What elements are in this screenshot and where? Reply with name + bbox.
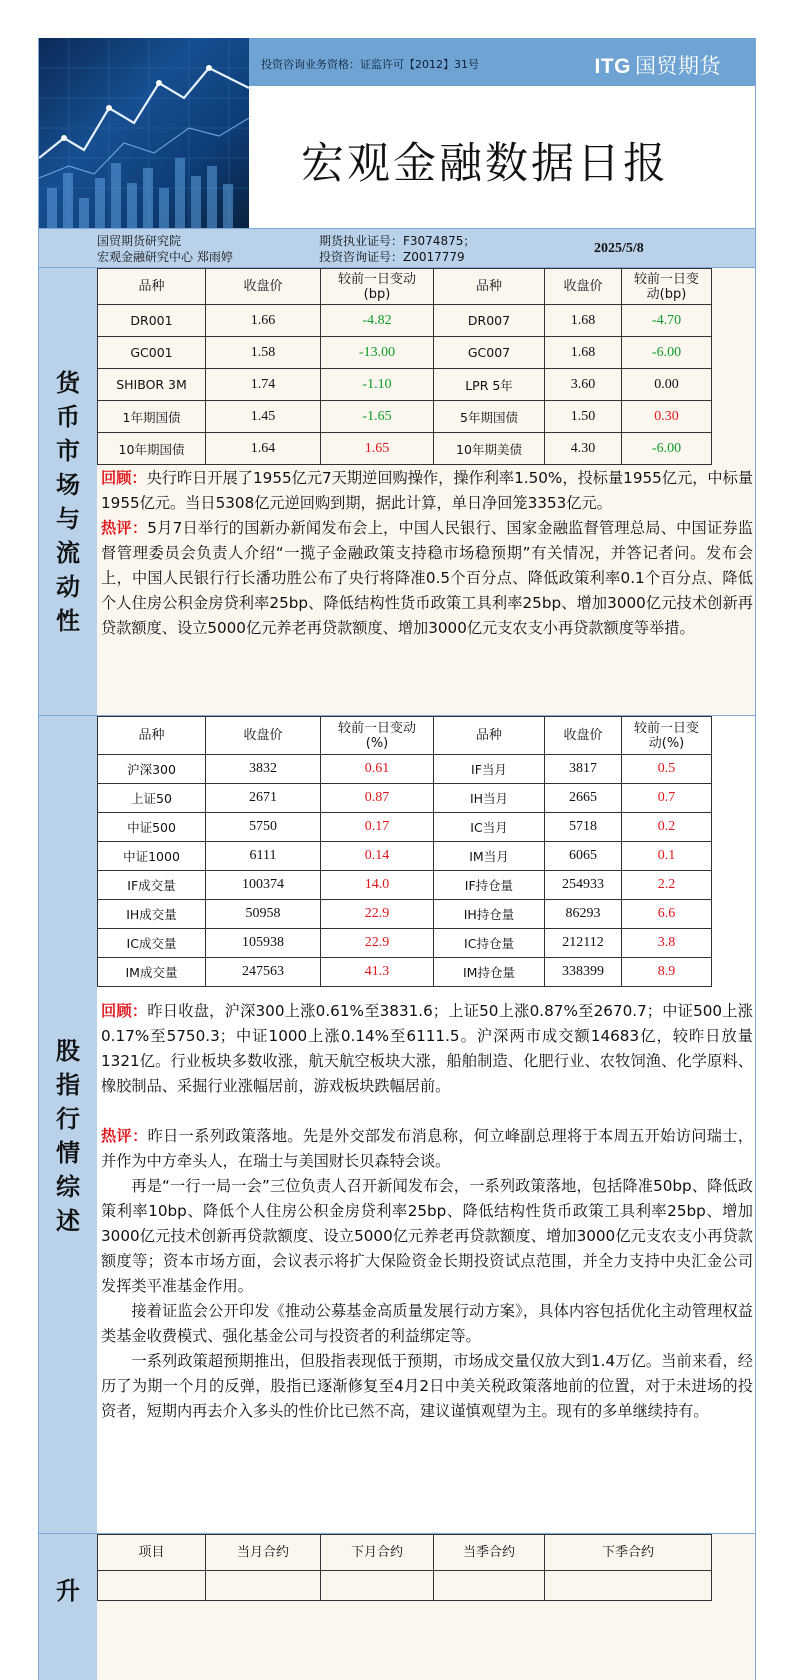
org-name: 国贸期货研究院 — [97, 234, 182, 248]
daily-change: -4.70 — [622, 305, 712, 337]
stock-para-4: 一系列政策超预期推出，但股指表现低于预期，市场成交量仅放大到1.4万亿。当前来看，经历了为期一个月的反弹，股指已逐渐修复至4月2日中美关税政策落地前的位置，对于未进场的投资者，短期内再去介入多头的性价比已然不高，建议谨慎观望为主。现有的多单继续持有。 — [101, 1352, 753, 1420]
daily-change: -6.00 — [622, 433, 712, 465]
close-price: 338399 — [545, 958, 622, 987]
daily-change: 0.1 — [622, 842, 712, 871]
close-price: 1.66 — [206, 305, 321, 337]
close-price: 3.60 — [545, 369, 622, 401]
instrument-name: 5年期国债 — [434, 401, 545, 433]
stock-row — [98, 842, 712, 871]
close-price: 5750 — [206, 813, 321, 842]
money-header-col-5: 较前一日变 动(bp) — [622, 269, 712, 305]
close-price: 254933 — [545, 871, 622, 900]
money-side-text — [39, 366, 97, 638]
daily-change: 0.5 — [622, 755, 712, 784]
license-text: 投资咨询业务资格：证监许可【2012】31号 — [261, 58, 479, 71]
money-header-col-1: 收盘价 — [206, 269, 321, 305]
side-char: 币 — [56, 403, 80, 431]
side-char: 股 — [56, 1037, 80, 1065]
instrument-name: IF持仓量 — [434, 871, 545, 900]
instrument-name: IF当月 — [434, 755, 545, 784]
header-finance-graphic — [39, 38, 249, 228]
money-market-side-label — [39, 268, 97, 715]
stock-header-col-5: 较前一日变 动(%) — [622, 717, 712, 755]
stock-index-table — [97, 716, 712, 987]
close-price: 212112 — [545, 929, 622, 958]
author-info-bar — [39, 228, 756, 268]
stock-header-col-3: 品种 — [434, 717, 545, 755]
close-price: 1.64 — [206, 433, 321, 465]
close-price: 1.68 — [545, 305, 622, 337]
instrument-name: IH成交量 — [98, 900, 206, 929]
stock-para-2: 再是“一行一局一会”三位负责人召开新闻发布会，一系列政策落地，包括降准50bp、降低政策利率10bp、降低个人住房公积金房贷利率25bp、降低结构性货币政策工具利率25bp、增加3000亿元技术创新再贷款额度、设立5000亿元养老再贷款额度、增加3000亿元支农支小再贷款额度等；资本市场方面，会议表示将扩大保险资金长期投资试点范围，并全力支持中央汇金公司发挥类平准基金作用。 — [101, 1177, 753, 1295]
side-char: 动 — [56, 573, 80, 601]
instrument-name: IF成交量 — [98, 871, 206, 900]
close-price: 50958 — [206, 900, 321, 929]
instrument-name: IC成交量 — [98, 929, 206, 958]
side-char: 场 — [56, 471, 80, 499]
close-price: 6065 — [545, 842, 622, 871]
instrument-name: 上证50 — [98, 784, 206, 813]
instrument-name: DR001 — [98, 305, 206, 337]
dept-author: 宏观金融研究中心 郑雨婷 — [97, 250, 233, 264]
author-certificates — [319, 233, 475, 265]
third-side-label — [39, 1534, 97, 1680]
money-header-col-4: 收盘价 — [545, 269, 622, 305]
daily-change: 0.17 — [321, 813, 434, 842]
third-table — [97, 1534, 712, 1601]
stock-row — [98, 813, 712, 842]
close-price: 1.50 — [545, 401, 622, 433]
daily-change: 0.87 — [321, 784, 434, 813]
instrument-name: IC当月 — [434, 813, 545, 842]
daily-change: 22.9 — [321, 900, 434, 929]
instrument-name: 10年期美债 — [434, 433, 545, 465]
instrument-name: DR007 — [434, 305, 545, 337]
instrument-name: GC001 — [98, 337, 206, 369]
side-char: 行 — [56, 1105, 80, 1133]
stock-commentary — [101, 999, 753, 1424]
close-price: 3832 — [206, 755, 321, 784]
close-price: 2671 — [206, 784, 321, 813]
money-table-header — [98, 269, 712, 305]
close-price: 3817 — [545, 755, 622, 784]
money-review-label: 回顾： — [101, 469, 147, 487]
close-price: 5718 — [545, 813, 622, 842]
instrument-name: 中证1000 — [98, 842, 206, 871]
stock-hot-label: 热评： — [101, 1127, 148, 1145]
close-price: 100374 — [206, 871, 321, 900]
third-header-col-2: 下月合约 — [321, 1535, 434, 1571]
report-date: 2025/5/8 — [594, 241, 644, 256]
instrument-name: 中证500 — [98, 813, 206, 842]
daily-change: -1.65 — [321, 401, 434, 433]
stock-review-text: 昨日收盘，沪深300上涨0.61%至3831.6；上证50上涨0.87%至2670.7；中证500上涨0.17%至5750.3；中证1000上涨0.14%至6111.5。沪深两市成交额14683亿，较昨日放量1321亿。行业板块多数收涨，航天航空板块大涨，船舶制造、化肥行业、农牧饲渔、化学原料、橡胶制品、采掘行业涨幅居前，游戏板块跌幅居前。 — [101, 1002, 753, 1095]
third-header-col-1: 当月合约 — [206, 1535, 321, 1571]
money-row — [98, 401, 712, 433]
stock-row — [98, 784, 712, 813]
money-header-col-2: 较前一日变动 (bp) — [321, 269, 434, 305]
third-header-col-4: 下季合约 — [545, 1535, 712, 1571]
report-title: 宏观金融数据日报 — [301, 139, 669, 189]
daily-change: -6.00 — [622, 337, 712, 369]
author-org — [97, 233, 233, 265]
close-price: 6111 — [206, 842, 321, 871]
stock-header-col-4: 收盘价 — [545, 717, 622, 755]
money-row — [98, 305, 712, 337]
instrument-name: SHIBOR 3M — [98, 369, 206, 401]
side-char: 性 — [56, 607, 80, 635]
daily-change: 0.14 — [321, 842, 434, 871]
side-char: 指 — [56, 1071, 80, 1099]
daily-change: 41.3 — [321, 958, 434, 987]
money-row — [98, 369, 712, 401]
stock-row — [98, 900, 712, 929]
daily-change: 0.30 — [622, 401, 712, 433]
daily-change: -4.82 — [321, 305, 434, 337]
money-market-section — [39, 268, 756, 716]
stock-header-col-2: 较前一日变动 (%) — [321, 717, 434, 755]
stock-row — [98, 929, 712, 958]
third-table-header — [98, 1535, 712, 1571]
daily-change: 8.9 — [622, 958, 712, 987]
finance-chart-graphic — [39, 38, 249, 228]
close-price: 4.30 — [545, 433, 622, 465]
close-price: 86293 — [545, 900, 622, 929]
daily-change: 0.61 — [321, 755, 434, 784]
daily-change: 6.6 — [622, 900, 712, 929]
close-price: 1.58 — [206, 337, 321, 369]
instrument-name: IM当月 — [434, 842, 545, 871]
close-price: 1.45 — [206, 401, 321, 433]
stock-para-3: 接着证监会公开印发《推动公募基金高质量发展行动方案》，具体内容包括优化主动管理权益类基金收费模式、强化基金公司与投资者的利益绑定等。 — [101, 1302, 753, 1345]
side-char: 货 — [56, 369, 80, 397]
daily-change: -13.00 — [321, 337, 434, 369]
stock-index-section — [39, 716, 756, 1534]
instrument-name: IH当月 — [434, 784, 545, 813]
money-header-col-3: 品种 — [434, 269, 545, 305]
futures-cert: 期货执业证号：F3074875； — [319, 234, 476, 248]
money-hot-label: 热评： — [101, 519, 148, 537]
daily-change: 0.00 — [622, 369, 712, 401]
daily-change: 3.8 — [622, 929, 712, 958]
advisory-cert: 投资咨询证号：Z0017779 — [319, 250, 465, 264]
instrument-name: IM成交量 — [98, 958, 206, 987]
stock-review-label: 回顾： — [101, 1002, 148, 1020]
stock-hot-text: 昨日一系列政策落地。先是外交部发布消息称，何立峰副总理将于本周五开始访问瑞士，并作为中方牵头人，在瑞士与美国财长贝森特会谈。 — [101, 1127, 754, 1170]
instrument-name: LPR 5年 — [434, 369, 545, 401]
money-market-table — [97, 268, 712, 465]
instrument-name: IC持仓量 — [434, 929, 545, 958]
close-price: 1.68 — [545, 337, 622, 369]
stock-header-col-1: 收盘价 — [206, 717, 321, 755]
side-char: 情 — [56, 1139, 80, 1167]
close-price: 105938 — [206, 929, 321, 958]
close-price: 1.74 — [206, 369, 321, 401]
instrument-name: GC007 — [434, 337, 545, 369]
report-page — [38, 38, 756, 1680]
side-char: 综 — [56, 1173, 80, 1201]
report-header — [39, 38, 756, 228]
daily-change: 0.7 — [622, 784, 712, 813]
instrument-name: IH持仓量 — [434, 900, 545, 929]
side-char: 与 — [56, 505, 80, 533]
stock-header-col-0: 品种 — [98, 717, 206, 755]
money-review-text: 央行昨日开展了1955亿元7天期逆回购操作，操作利率1.50%，投标量1955亿元，中标量1955亿元。当日5308亿元逆回购到期，据此计算，单日净回笼3353亿元。 — [101, 469, 754, 512]
brand-logo-cn: 国贸期货 — [635, 55, 721, 78]
stock-row — [98, 871, 712, 900]
instrument-name: 1年期国债 — [98, 401, 206, 433]
daily-change: 14.0 — [321, 871, 434, 900]
close-price: 2665 — [545, 784, 622, 813]
third-header-col-0: 项目 — [98, 1535, 206, 1571]
instrument-name: IM持仓量 — [434, 958, 545, 987]
brand-logo-latin: ITG — [594, 55, 631, 78]
daily-change: -1.10 — [321, 369, 434, 401]
stock-table-header — [98, 717, 712, 755]
third-section — [39, 1534, 756, 1680]
money-hot-text: 5月7日举行的国新办新闻发布会上，中国人民银行、国家金融监督管理总局、中国证券监督管理委员会负责人介绍“一揽子金融政策支持稳市场稳预期”有关情况，并答记者问。发布会上，中国人民银行行长潘功胜公布了央行将降准0.5个百分点、降低政策利率0.1个百分点、降低个人住房公积金房贷利率25bp、降低结构性货币政策工具利率25bp、增加3000亿元技术创新再贷款额度、设立5000亿元养老再贷款额度、增加3000亿元支农支小再贷款额度等举措。 — [101, 519, 754, 637]
instrument-name: 10年期国债 — [98, 433, 206, 465]
daily-change: 22.9 — [321, 929, 434, 958]
stock-row — [98, 755, 712, 784]
close-price: 247563 — [206, 958, 321, 987]
side-char: 流 — [56, 539, 80, 567]
instrument-name: 沪深300 — [98, 755, 206, 784]
daily-change: 2.2 — [622, 871, 712, 900]
daily-change: 1.65 — [321, 433, 434, 465]
stock-index-side-label — [39, 716, 97, 1533]
third-header-col-3: 当季合约 — [434, 1535, 545, 1571]
daily-change: 0.2 — [622, 813, 712, 842]
side-char: 升 — [56, 1577, 80, 1605]
side-char: 述 — [56, 1207, 80, 1235]
money-row — [98, 433, 712, 465]
stock-row — [98, 958, 712, 987]
money-header-col-0: 品种 — [98, 269, 206, 305]
money-row — [98, 337, 712, 369]
third-table-row — [98, 1571, 712, 1601]
stock-side-text — [39, 1034, 97, 1238]
money-commentary — [101, 466, 753, 641]
third-side-text — [39, 1574, 97, 1608]
brand-logo — [595, 50, 722, 80]
side-char: 市 — [56, 437, 80, 465]
